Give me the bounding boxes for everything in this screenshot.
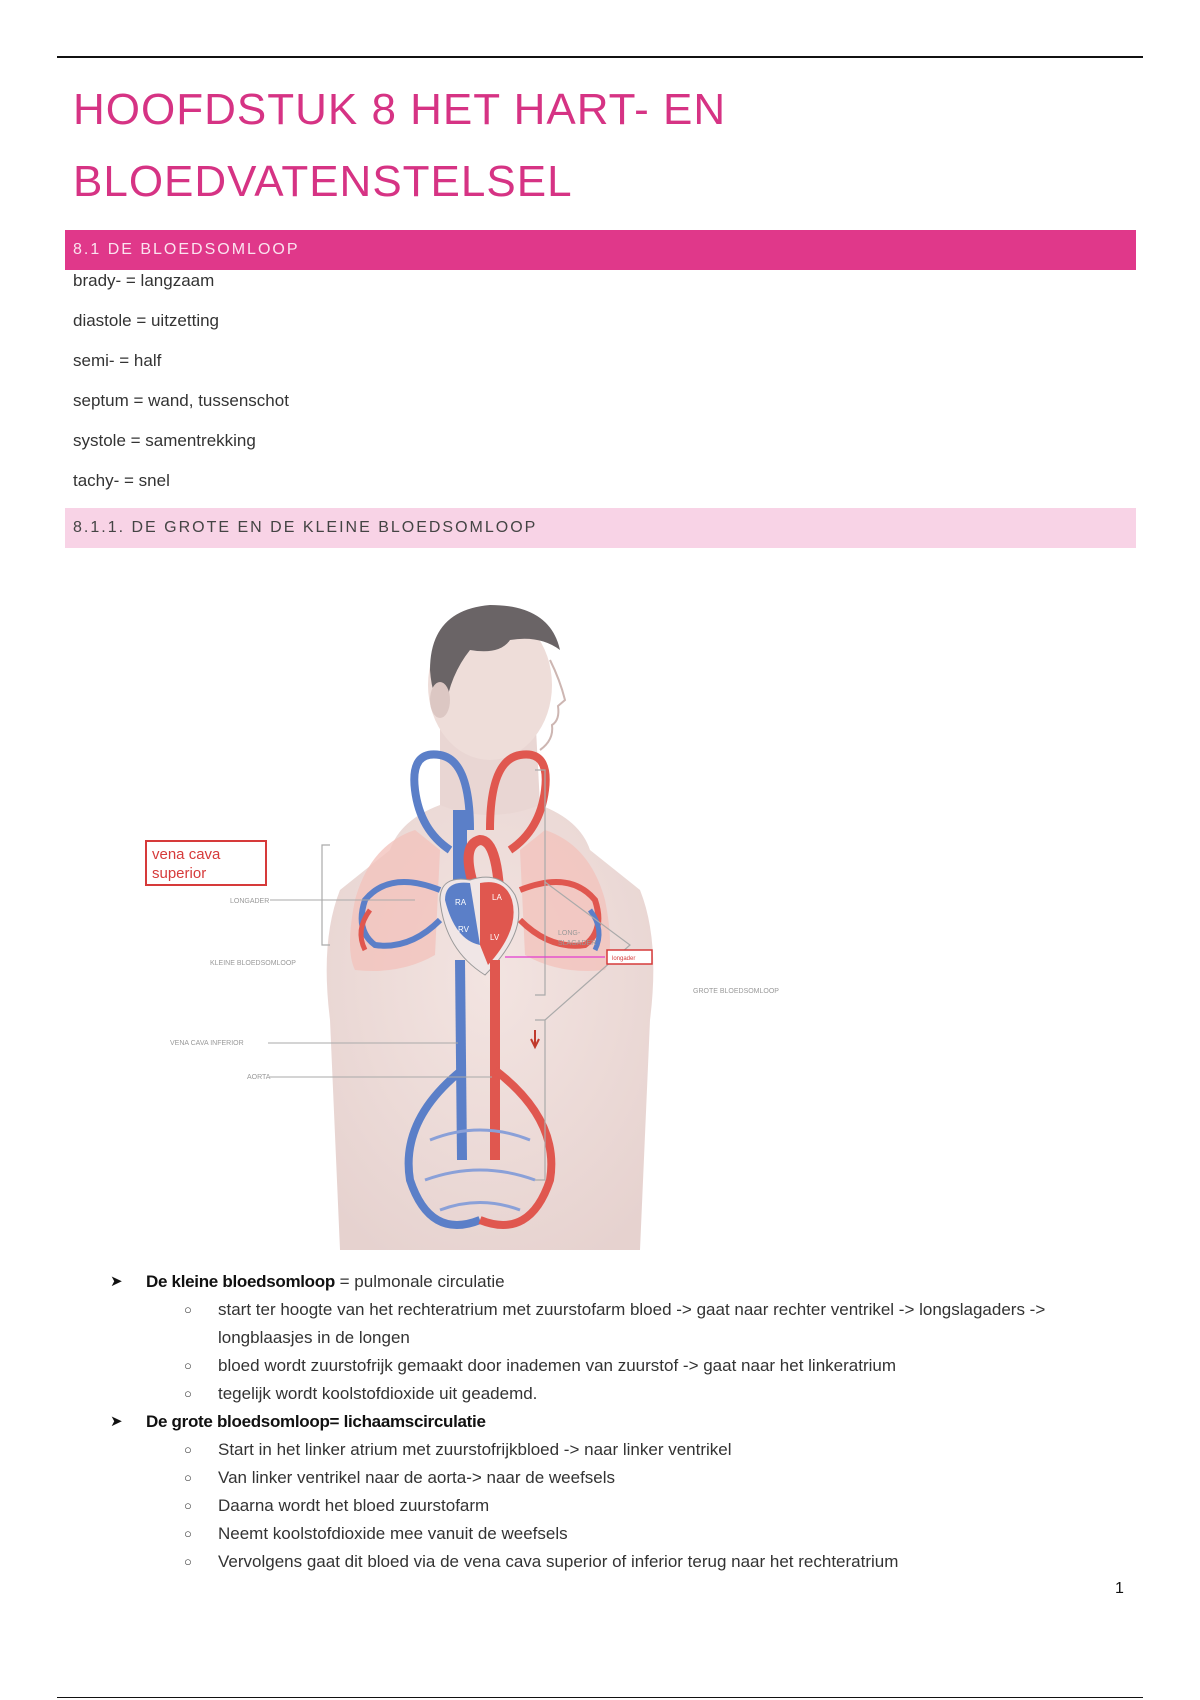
label-longader: LONGADER — [230, 898, 270, 905]
label-grote-bloedsomloop: GROTE BLOEDSOMLOOP — [693, 988, 779, 995]
circle-bullet-icon: ○ — [184, 1498, 192, 1513]
sub-item — [184, 1464, 1140, 1492]
sub-item-text: tegelijk wordt koolstofdioxide uit geademd. — [218, 1384, 538, 1403]
sub-item-text: Neemt koolstofdioxide mee vanuit de weefsels — [218, 1524, 568, 1543]
label-la: LA — [492, 893, 502, 902]
title-line-2: BLOEDVATENSTELSEL — [73, 157, 573, 206]
sub-item-text: Start in het linker atrium met zuurstofrijkbloed -> naar linker ventrikel — [218, 1440, 732, 1459]
circle-bullet-icon: ○ — [184, 1302, 192, 1317]
sub-item-text: Daarna wordt het bloed zuurstofarm — [218, 1496, 490, 1515]
section-heading: 8.1 DE BLOEDSOMLOOP — [65, 230, 1136, 270]
sub-item-text: start ter hoogte van het rechteratrium met zuurstofarm bloed -> gaat naar rechter ventrikel -> longslagaders -> longblaasjes in de longen — [218, 1300, 1046, 1347]
title-line-1: HOOFDSTUK 8 HET HART- EN — [73, 85, 727, 134]
circle-bullet-icon: ○ — [184, 1470, 192, 1485]
sub-item-text: bloed wordt zuurstofrijk gemaakt door inademen van zuurstof -> gaat naar het linkeratrium — [218, 1356, 896, 1375]
bottom-rule — [57, 1697, 1143, 1698]
circulation-illustration — [140, 600, 840, 1250]
sub-item — [184, 1352, 1140, 1380]
label-ra: RA — [455, 898, 467, 907]
bullet-head: De kleine bloedsomloop — [146, 1272, 335, 1291]
label-vena-cava-inferior: VENA CAVA INFERIOR — [170, 1040, 244, 1047]
circle-bullet-icon: ○ — [184, 1442, 192, 1457]
label-rv: RV — [458, 925, 469, 934]
sub-item-text: Vervolgens gaat dit bloed via de vena cava superior of inferior terug naar het rechteratrium — [218, 1552, 899, 1571]
top-rule — [57, 56, 1143, 58]
circle-bullet-icon: ○ — [184, 1386, 192, 1401]
label-kleine-bloedsomloop: KLEINE BLOEDSOMLOOP — [210, 960, 296, 967]
callout-vena-cava-line1: vena cava — [152, 846, 221, 863]
bracket-left — [322, 845, 330, 945]
page-number: 1 — [1115, 1580, 1124, 1597]
sub-item — [184, 1436, 1140, 1464]
circle-bullet-icon: ○ — [184, 1358, 192, 1373]
term-item: semi- = half — [73, 351, 162, 370]
label-longader-box: longader — [612, 956, 636, 962]
arrow-bullet-icon: ➤ — [110, 1413, 123, 1430]
term-item: brady- = langzaam — [73, 271, 215, 290]
sub-item — [184, 1548, 1140, 1576]
page-title — [73, 74, 1133, 218]
label-aorta: AORTA — [247, 1074, 271, 1081]
sub-item — [184, 1380, 1140, 1408]
label-lv: LV — [490, 933, 500, 942]
term-item: diastole = uitzetting — [73, 311, 220, 330]
bullet-head: De grote bloedsomloop= lichaamscirculatie — [146, 1412, 486, 1431]
circle-bullet-icon: ○ — [184, 1526, 192, 1541]
bullet-list — [110, 1268, 1140, 1576]
sub-list — [146, 1296, 1140, 1408]
ear — [430, 682, 450, 718]
bullet-rest: = pulmonale circulatie — [334, 1272, 505, 1291]
label-longslagader-2: SLAGADER — [558, 940, 597, 947]
bullet-item-kleine — [110, 1268, 1140, 1408]
bullet-item-grote — [110, 1408, 1140, 1576]
term-item: tachy- = snel — [73, 471, 170, 490]
term-item: systole = samentrekking — [73, 431, 256, 450]
sub-list — [146, 1436, 1140, 1576]
term-item: septum = wand, tussenschot — [73, 391, 289, 410]
circle-bullet-icon: ○ — [184, 1554, 192, 1569]
sub-item — [184, 1520, 1140, 1548]
sub-item — [184, 1296, 1140, 1352]
callout-vena-cava-line2: superior — [152, 865, 207, 882]
sub-item-text: Van linker ventrikel naar de aorta-> naar de weefsels — [218, 1468, 616, 1487]
sub-item — [184, 1492, 1140, 1520]
subsection-heading: 8.1.1. DE GROTE EN DE KLEINE BLOEDSOMLOOP — [65, 508, 1136, 548]
term-list — [73, 271, 289, 511]
label-longslagader-1: LONG- — [558, 930, 581, 937]
arrow-bullet-icon: ➤ — [110, 1273, 123, 1290]
